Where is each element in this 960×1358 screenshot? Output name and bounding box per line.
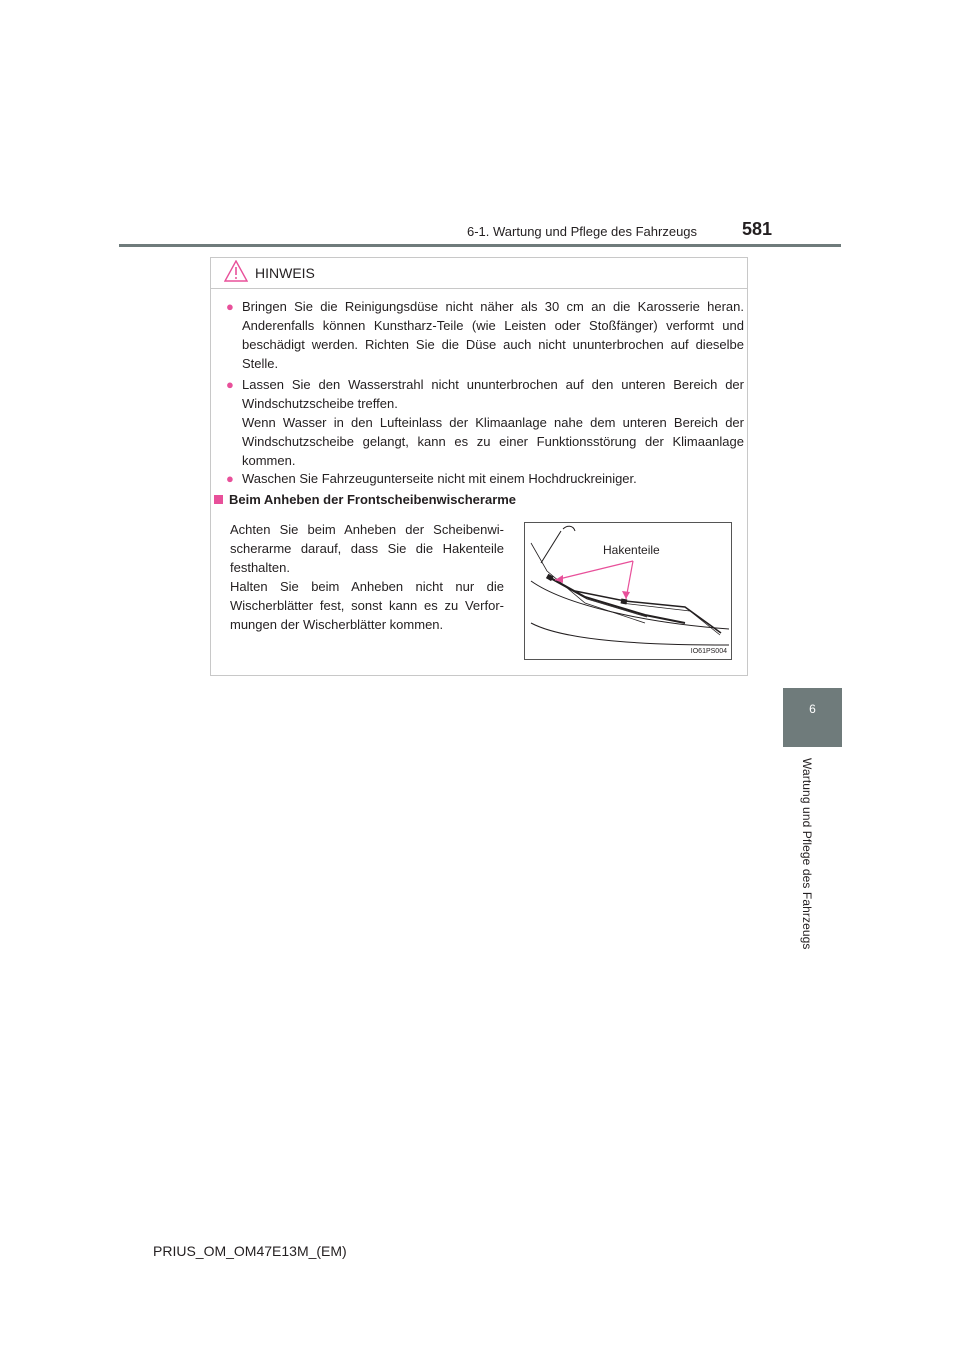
- bullet-dot-icon: ●: [226, 471, 234, 486]
- bullet-dot-icon: ●: [226, 299, 234, 314]
- warning-triangle-icon: [224, 260, 248, 282]
- notice-title: HINWEIS: [255, 265, 315, 281]
- notice-bullet-text: Bringen Sie die Reinigungsdüse nicht näher als 30 cm an die Karosserie heran. Anderenfalls können Kunstharz-Teile (wie Leisten oder Stoßfänger) verformt und beschädigt werden. Richten Sie die Düse auch nicht ununterbrochen auf dieselbe Stelle.: [242, 299, 744, 371]
- figure-label: Hakenteile: [603, 543, 660, 557]
- chapter-tab-number: 6: [809, 702, 816, 716]
- chapter-tab: [783, 688, 842, 747]
- body-paragraph: Halten Sie beim Anheben nicht nur die Wischerblätter fest, sonst kann es zu Verfor-mungen der Wischerblätter kommen.: [230, 579, 504, 632]
- notice-bullet: [226, 297, 744, 373]
- figure-code: IO61PS004: [690, 648, 727, 655]
- page-number: 581: [742, 219, 773, 239]
- notice-bullet: [226, 469, 744, 488]
- notice-bullet-text: Waschen Sie Fahrzeugunterseite nicht mit einem Hochdruckreiniger.: [242, 471, 637, 486]
- footer-document-code: PRIUS_OM_OM47E13M_(EM): [153, 1243, 347, 1259]
- bullet-dot-icon: ●: [226, 377, 234, 392]
- body-paragraph: Achten Sie beim Anheben der Scheibenwi-scherarme darauf, dass Sie die Hakenteile festhalten.: [230, 522, 504, 575]
- header-rule: [119, 244, 841, 247]
- subheading: [214, 492, 516, 507]
- notice-header: [211, 258, 747, 289]
- notice-bullet-text: Lassen Sie den Wasserstrahl nicht ununterbrochen auf den unteren Bereich der Windschutzscheibe treffen.: [242, 377, 744, 411]
- chapter-tab-label: Wartung und Pflege des Fahrzeugs: [800, 758, 814, 950]
- square-bullet-icon: [214, 495, 223, 504]
- header-section-title: 6-1. Wartung und Pflege des Fahrzeugs: [467, 224, 698, 239]
- notice-bullet: [226, 375, 744, 470]
- notice-bullet-text: Wenn Wasser in den Lufteinlass der Klimaanlage nahe dem unteren Bereich der Windschutzscheibe gelangt, kann es zu einer Funktionsstörung der Klimaanlage kommen.: [242, 415, 744, 468]
- wiper-illustration: [524, 522, 732, 660]
- subheading-text: Beim Anheben der Frontscheibenwischerarme: [229, 492, 517, 507]
